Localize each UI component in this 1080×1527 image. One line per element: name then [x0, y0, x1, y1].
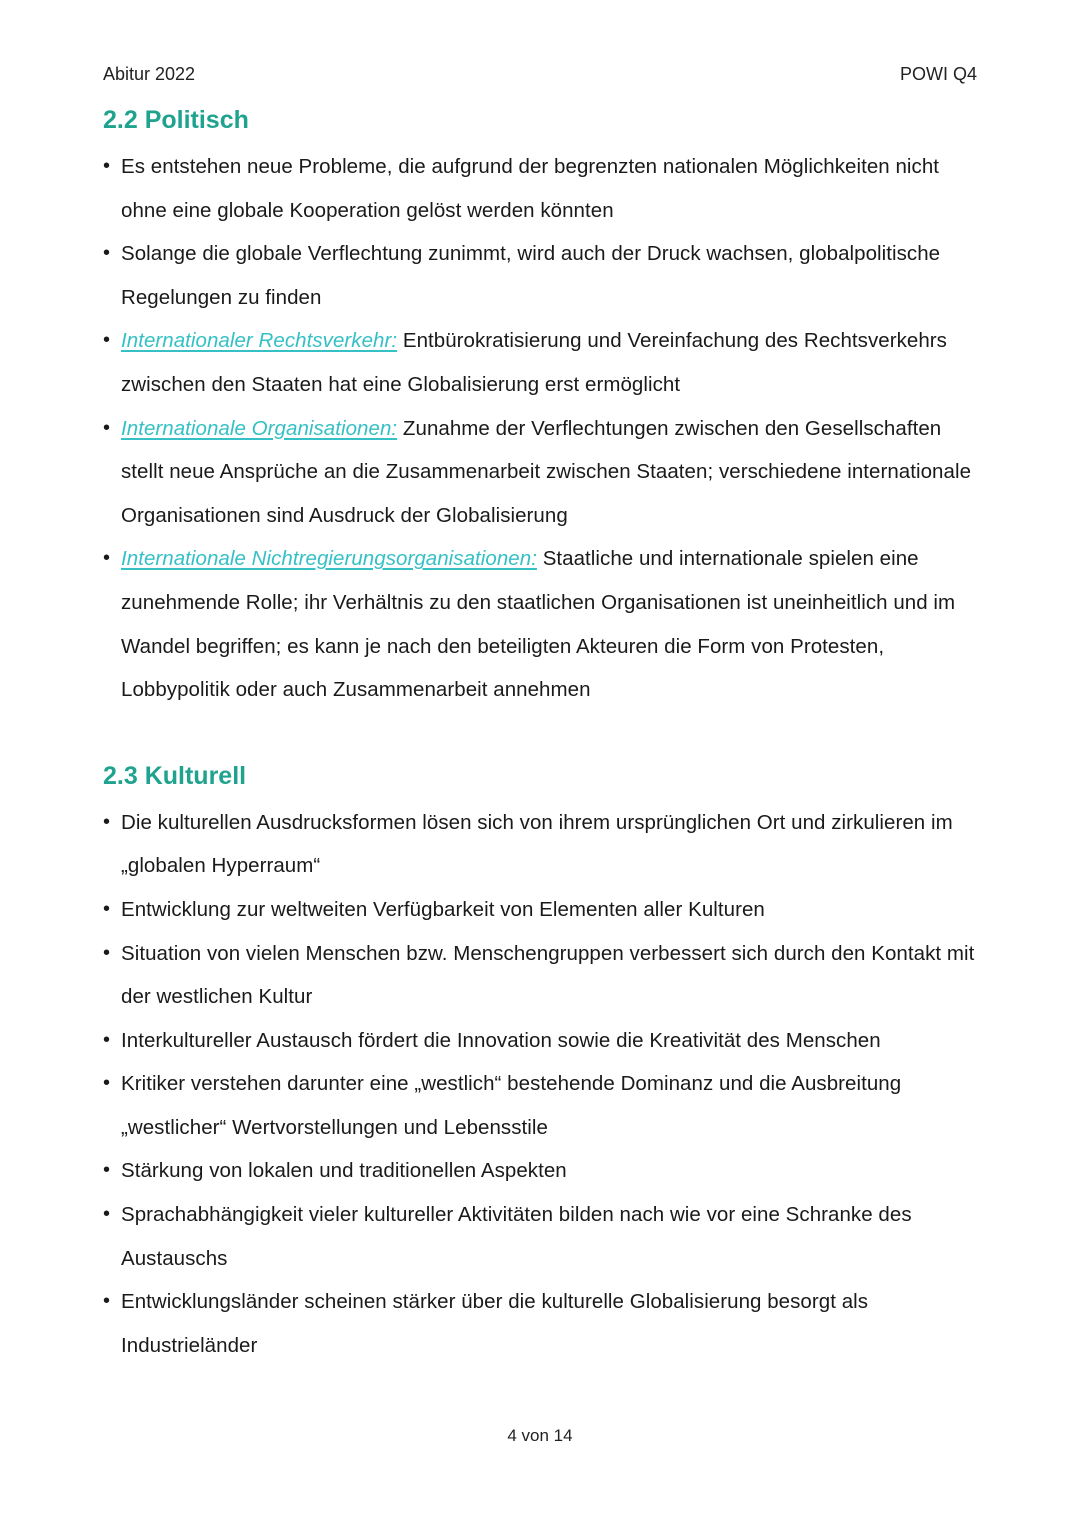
- item-text: Entbürokratisierung und Vereinfachung des Rechtsverkehrs zwischen den Staaten hat eine Globalisierung erst ermöglicht: [121, 329, 947, 396]
- page-footer: [0, 1426, 1080, 1446]
- bullet-icon: •: [103, 242, 111, 265]
- term-link[interactable]: Internationale Nichtregierungsorganisationen:: [121, 547, 537, 571]
- bullet-list: [103, 801, 983, 1368]
- bullet-icon: •: [103, 810, 111, 833]
- term-link[interactable]: Internationaler Rechtsverkehr:: [121, 329, 398, 353]
- bullet-icon: •: [103, 1159, 111, 1182]
- item-text: Zunahme der Verflechtungen zwischen den Gesellschaften stellt neue Ansprüche an die Zusammenarbeit zwischen Staaten; verschiedene internationale Organisationen sind Ausdruck der Globalisierung: [121, 416, 972, 527]
- item-text: Solange die globale Verflechtung zunimmt, wird auch der Druck wachsen, globalpolitische Regelungen zu finden: [121, 242, 941, 309]
- header-left-text: Abitur 2022: [103, 64, 196, 84]
- item-text: Situation von vielen Menschen bzw. Menschengruppen verbessert sich durch den Kontakt mit der westlichen Kultur: [121, 941, 975, 1009]
- list-item: [103, 801, 983, 888]
- item-text: Sprachabhängigkeit vieler kultureller Aktivitäten bilden nach wie vor eine Schranke des Austauschs: [121, 1203, 912, 1270]
- list-item: [103, 932, 983, 1019]
- list-item: [103, 145, 983, 232]
- page-header: [103, 64, 977, 90]
- list-item: [103, 232, 983, 319]
- item-text: Kritiker verstehen darunter eine „westlich“ bestehende Dominanz und die Ausbreitung „westlicher“ Wertvorstellungen und Lebensstile: [121, 1072, 902, 1139]
- bullet-icon: •: [103, 1203, 111, 1226]
- list-item: [103, 1280, 983, 1367]
- bullet-icon: •: [103, 897, 111, 920]
- list-item: [103, 407, 983, 538]
- bullet-icon: •: [103, 1028, 111, 1051]
- item-text: Stärkung von lokalen und traditionellen Aspekten: [121, 1159, 567, 1183]
- section-heading: 2.3 Kulturell: [103, 761, 247, 790]
- bullet-icon: •: [103, 329, 111, 352]
- section-politisch: [103, 100, 983, 712]
- term-link[interactable]: Internationale Organisationen:: [121, 416, 398, 440]
- item-text: Die kulturellen Ausdrucksformen lösen sich von ihrem ursprünglichen Ort und zirkulieren im „globalen Hyperraum“: [121, 810, 953, 878]
- section-heading: 2.2 Politisch: [103, 106, 249, 134]
- bullet-icon: •: [103, 547, 111, 570]
- list-item: [103, 1193, 983, 1280]
- header-right-text: POWI Q4: [899, 64, 977, 84]
- bullet-icon: •: [103, 1072, 111, 1095]
- list-item: [103, 1062, 983, 1149]
- item-text: Interkultureller Austausch fördert die Innovation sowie die Kreativität des Menschen: [121, 1028, 881, 1052]
- bullet-icon: •: [103, 941, 111, 964]
- item-text: Es entstehen neue Probleme, die aufgrund der begrenzten nationalen Möglichkeiten nicht ohne eine globale Kooperation gelöst werden könnten: [121, 155, 940, 222]
- list-item: [103, 319, 983, 406]
- page-number: 4 von 14: [507, 1426, 573, 1445]
- bullet-icon: •: [103, 155, 111, 177]
- list-item: [103, 537, 983, 711]
- bullet-icon: •: [103, 416, 111, 439]
- item-text: Entwicklungsländer scheinen stärker über die kulturelle Globalisierung besorgt als Industrieländer: [121, 1290, 869, 1357]
- bullet-icon: •: [103, 1290, 111, 1313]
- item-text: Staatliche und internationale spielen eine zunehmende Rolle; ihr Verhältnis zu den staatlichen Organisationen ist uneinheitlich und im Wandel begriffen; es kann je nach den beteiligten Akteuren die Form von Protesten, Lobbypolitik oder auch Zusammenarbeit annehmen: [121, 547, 956, 702]
- section-kulturell: [103, 756, 983, 1368]
- list-item: [103, 1149, 983, 1193]
- list-item: [103, 1019, 983, 1063]
- item-text: Entwicklung zur weltweiten Verfügbarkeit von Elementen aller Kulturen: [121, 897, 765, 921]
- list-item: [103, 888, 983, 932]
- document-content: [103, 100, 983, 1367]
- bullet-list: [103, 145, 983, 712]
